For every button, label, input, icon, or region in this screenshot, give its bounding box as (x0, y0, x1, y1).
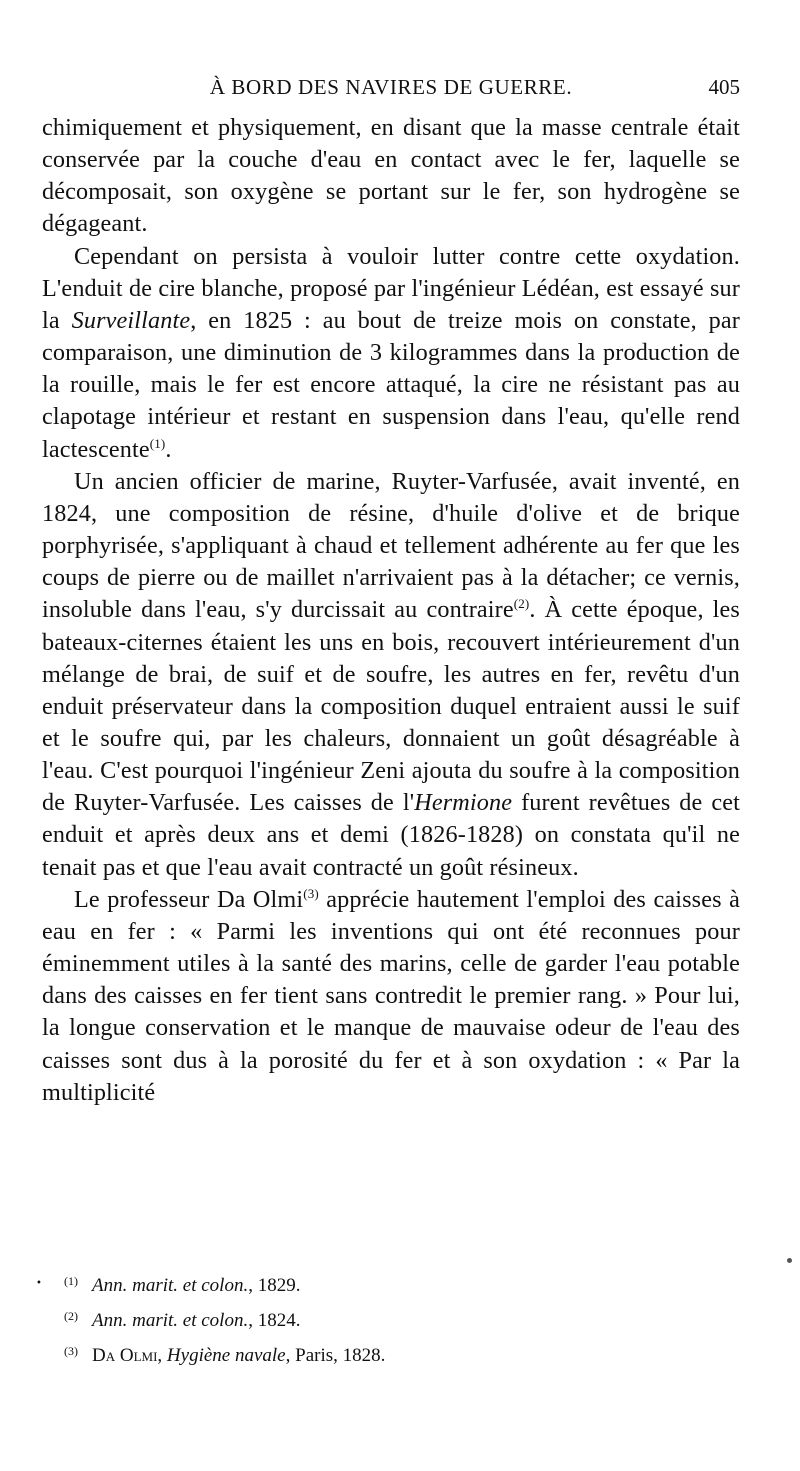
footnote-mark: (3) (64, 1344, 78, 1358)
paragraph-3-text-a: Un ancien officier de marine, Ruyter-Varfusée, avait inventé, en 1824, une composition de résine, d'huile d'olive et de brique porphyrisée, s'appliquant à chaud et tellement adhérente au fer que les coups de pierre ou de maillet n'arrivaient pas à la détacher; ce vernis, insoluble dans l'eau, s'y durcissait au contraire (42, 467, 740, 624)
running-head (42, 71, 740, 103)
footnote-rest: , Paris, 1828. (285, 1345, 386, 1366)
paragraph-3-text-b: . À cette époque, les bateaux-citernes étaient les uns en bois, recouvert intérieurement d'un mélange de brai, de suif et de soufre, les autres en fer, revêtu d'un enduit préservateur dans la composition duquel entraient aussi le suif et le soufre qui, par les chaleurs, donnaient un goût désagréable à l'eau. C'est pourquoi l'ingénieur Zeni ajouta du soufre à la composition de Ruyter-Varfusée. Les caisses de l' (42, 596, 740, 817)
paragraph-4 (42, 884, 740, 1109)
footnote-ref-3: (3) (303, 885, 319, 901)
footnote-source: Ann. marit. et colon. (92, 1275, 249, 1296)
footnote-ref-1: (1) (149, 435, 166, 451)
paragraph-4-text-b: apprécie hautement l'emploi des caisses à eau en fer : « Parmi les inventions qui ont été reconnues pour éminemment utiles à la santé des marins, celle de garder l'eau potable dans des caisses en fer tient sans contredit le premier rang. » Pour lui, la longue conservation et le manque de mauvaise odeur de l'eau des caisses sont dus à la porosité du fer et à son oxydation : « Par la multiplicité (42, 885, 740, 1106)
footnote-source: Ann. marit. et colon. (92, 1310, 249, 1331)
paragraph-3 (42, 466, 740, 884)
paragraph-2 (42, 241, 740, 466)
footnote-mark: (2) (64, 1309, 78, 1323)
footnote-source: Hygiène navale (166, 1345, 286, 1366)
running-title: À BORD DES NAVIRES DE GUERRE. (209, 75, 573, 99)
body-text (42, 112, 740, 1109)
ship-name-hermione: Hermione (414, 789, 513, 817)
margin-dot: • (36, 1278, 42, 1289)
paragraph-2-text-c: . (165, 435, 172, 463)
footnote-rest: , 1829. (248, 1275, 301, 1296)
paragraph-3-text-c: furent revêtues de cet enduit et après deux ans et demi (1826-1828) on constata qu'il ne tenait pas et que l'eau avait contracté un goût résineux. (42, 789, 740, 881)
paragraph-1-text: chimiquement et physiquement, en disant que la masse centrale était conservée par la couche d'eau en contact avec le fer, laquelle se décomposait, son oxygène se portant sur le fer, son hydrogène se dégageant. (42, 114, 740, 238)
paragraph-2-text-b: , en 1825 : au bout de treize mois on constate, par comparaison, une diminution de 3 kilogrammes dans la production de la rouille, mais le fer est encore attaqué, la cire ne résistant pas au clapotage intérieur et restant en suspension dans l'eau, qu'elle rend lactescente (42, 306, 741, 463)
margin-speck (787, 1258, 792, 1263)
footnote-rest: , 1824. (248, 1310, 301, 1331)
paragraph-2-text-a: Cependant on persista à vouloir lutter contre cette oxydation. L'enduit de cire blanche, proposé par l'ingénieur Lédéan, est essayé sur la (42, 242, 740, 334)
paragraph-4-text-a: Le professeur Da Olmi (74, 885, 304, 913)
footnote-1 (64, 1266, 724, 1301)
footnote-separator: , (157, 1345, 167, 1366)
paragraph-1 (42, 112, 740, 241)
page-number: 405 (708, 75, 740, 99)
footnotes (64, 1266, 724, 1371)
footnote-ref-2: (2) (513, 596, 530, 612)
footnote-author: Da Olmi (92, 1345, 158, 1366)
footnote-mark: (1) (64, 1274, 78, 1288)
footnote-2 (64, 1301, 724, 1336)
ship-name-surveillante: Surveillante (71, 306, 191, 334)
footnote-3 (64, 1336, 724, 1371)
